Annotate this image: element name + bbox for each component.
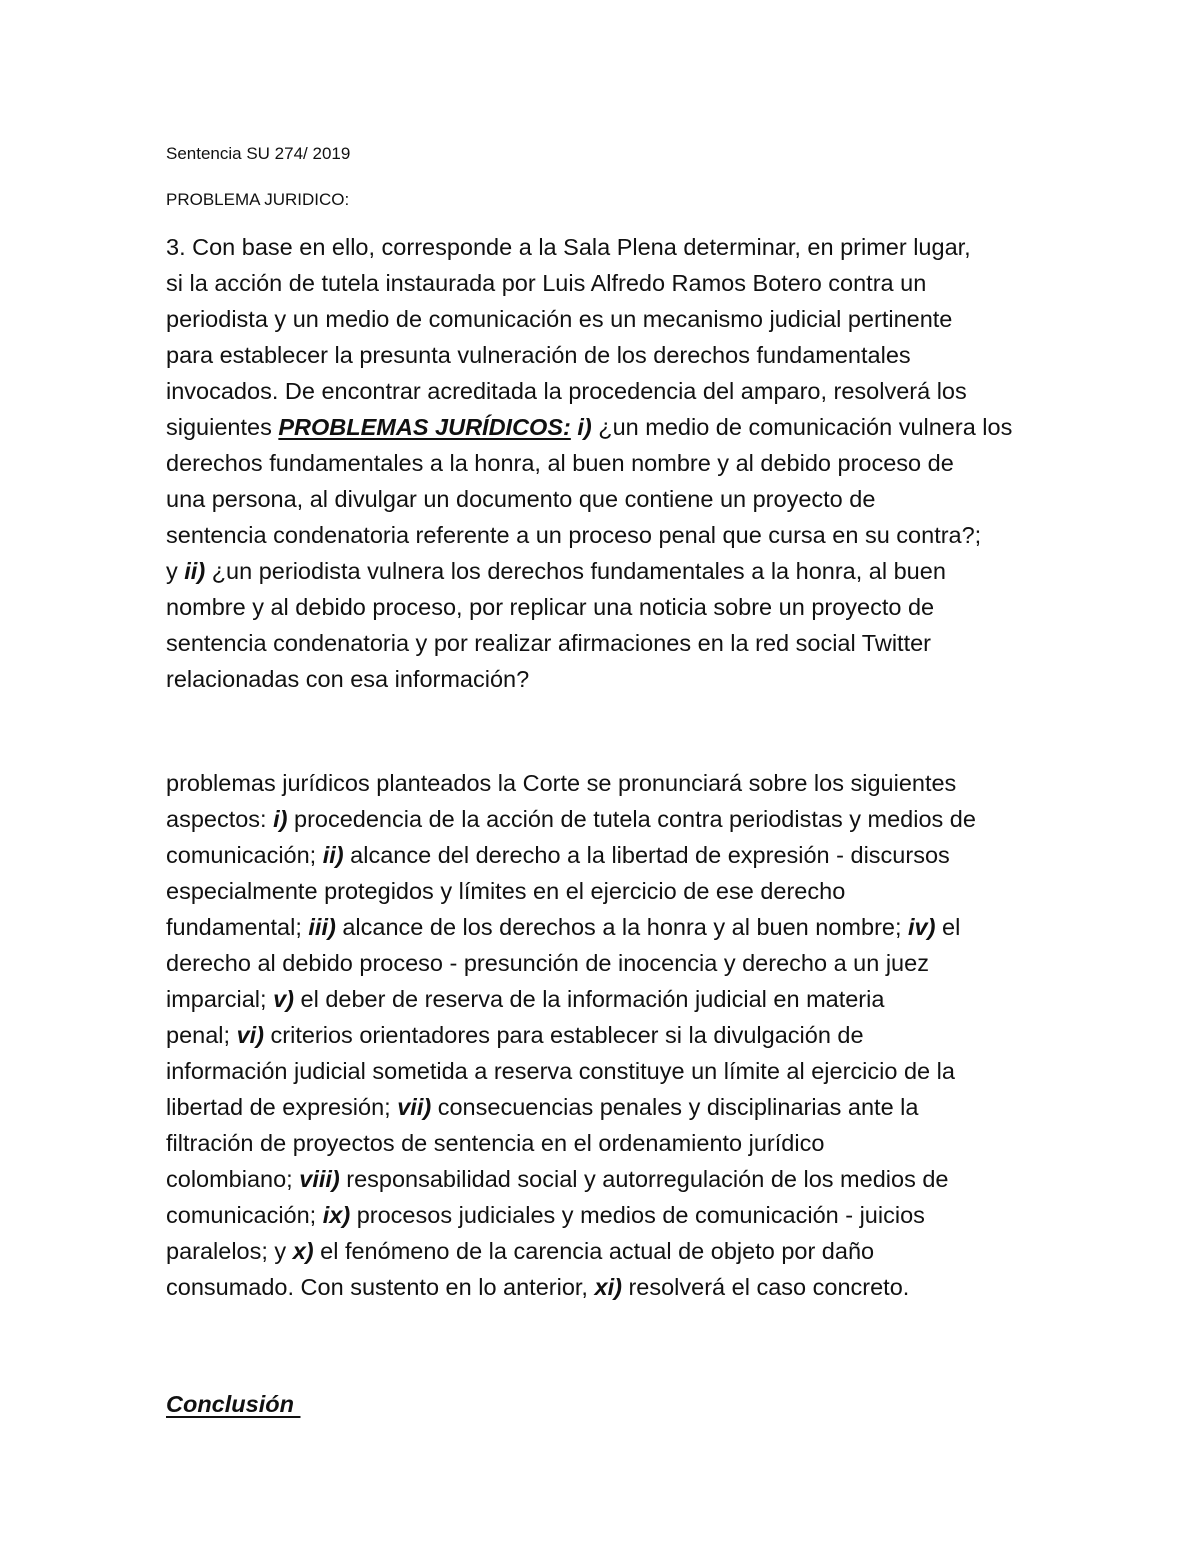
text-line: especialmente protegidos y límites en el ejercicio de ese derecho <box>166 878 846 904</box>
text-line: sentencia condenatoria y por realizar afirmaciones en la red social Twitter <box>166 630 932 656</box>
text-line: y ii) ¿un periodista vulnera los derechos fundamentales a la honra, al buen <box>166 558 946 584</box>
document-title: Sentencia SU 274/ 2019 <box>166 144 351 163</box>
text-line: aspectos: i) procedencia de la acción de tutela contra periodistas y medios de <box>166 806 976 832</box>
text-line: comunicación; ii) alcance del derecho a la libertad de expresión - discursos <box>166 842 950 868</box>
text-line: información judicial sometida a reserva constituye un límite al ejercicio de la <box>166 1058 955 1084</box>
numeral-marker: iii) <box>308 914 336 940</box>
text-line: para establecer la presunta vulneración de los derechos fundamentales <box>166 342 911 368</box>
text-line: relacionadas con esa información? <box>166 666 530 692</box>
numeral-marker: ii) <box>322 842 344 868</box>
text-line: colombiano; viii) responsabilidad social y autorregulación de los medios de <box>166 1166 949 1192</box>
conclusion-heading: Conclusión <box>166 1391 301 1417</box>
numeral-marker: x) <box>292 1238 314 1264</box>
text-line: libertad de expresión; vii) consecuencias penales y disciplinarias ante la <box>166 1094 919 1120</box>
text-line: siguientes PROBLEMAS JURÍDICOS: i) ¿un medio de comunicación vulnera los <box>166 414 1013 440</box>
text-line: derechos fundamentales a la honra, al buen nombre y al debido proceso de <box>166 450 954 476</box>
text-line: penal; vi) criterios orientadores para establecer si la divulgación de <box>166 1022 864 1048</box>
numeral-marker: vi) <box>236 1022 264 1048</box>
text-line: filtración de proyectos de sentencia en el ordenamiento jurídico <box>166 1130 825 1156</box>
text-line: comunicación; ix) procesos judiciales y medios de comunicación - juicios <box>166 1202 925 1228</box>
text-line: fundamental; iii) alcance de los derechos a la honra y al buen nombre; iv) el <box>166 914 961 940</box>
numeral-marker: iv) <box>908 914 936 940</box>
numeral-marker: ii) <box>184 558 206 584</box>
numeral-marker: viii) <box>299 1166 340 1192</box>
numeral-marker: v) <box>273 986 294 1012</box>
numeral-marker: vii) <box>397 1094 432 1120</box>
numeral-marker: xi) <box>594 1274 622 1300</box>
text-line: problemas jurídicos planteados la Corte se pronunciará sobre los siguientes <box>166 770 957 796</box>
text-line: paralelos; y x) el fenómeno de la carencia actual de objeto por daño <box>166 1238 875 1264</box>
text-line: consumado. Con sustento en lo anterior, xi) resolverá el caso concreto. <box>166 1274 910 1300</box>
text-line: si la acción de tutela instaurada por Luis Alfredo Ramos Botero contra un <box>166 270 927 296</box>
text-line: periodista y un medio de comunicación es un mecanismo judicial pertinente <box>166 306 953 332</box>
numeral-marker: i) <box>273 806 288 832</box>
text-line: imparcial; v) el deber de reserva de la información judicial en materia <box>166 986 885 1012</box>
text-line: invocados. De encontrar acreditada la procedencia del amparo, resolverá los <box>166 378 967 404</box>
text-line: 3. Con base en ello, corresponde a la Sala Plena determinar, en primer lugar, <box>166 234 971 260</box>
paragraph-legal-problem <box>166 229 1046 697</box>
section-label: PROBLEMA JURIDICO: <box>166 190 350 209</box>
text-line: derecho al debido proceso - presunción de inocencia y derecho a un juez <box>166 950 929 976</box>
numeral-marker: i) <box>577 414 592 440</box>
text-line: sentencia condenatoria referente a un proceso penal que cursa en su contra?; <box>166 522 982 548</box>
text-line: una persona, al divulgar un documento que contiene un proyecto de <box>166 486 876 512</box>
text-line: nombre y al debido proceso, por replicar una noticia sobre un proyecto de <box>166 594 935 620</box>
paragraph-aspects <box>166 765 1046 1305</box>
numeral-marker: ix) <box>322 1202 351 1228</box>
inline-heading-problemas-juridicos: PROBLEMAS JURÍDICOS: <box>278 414 571 440</box>
